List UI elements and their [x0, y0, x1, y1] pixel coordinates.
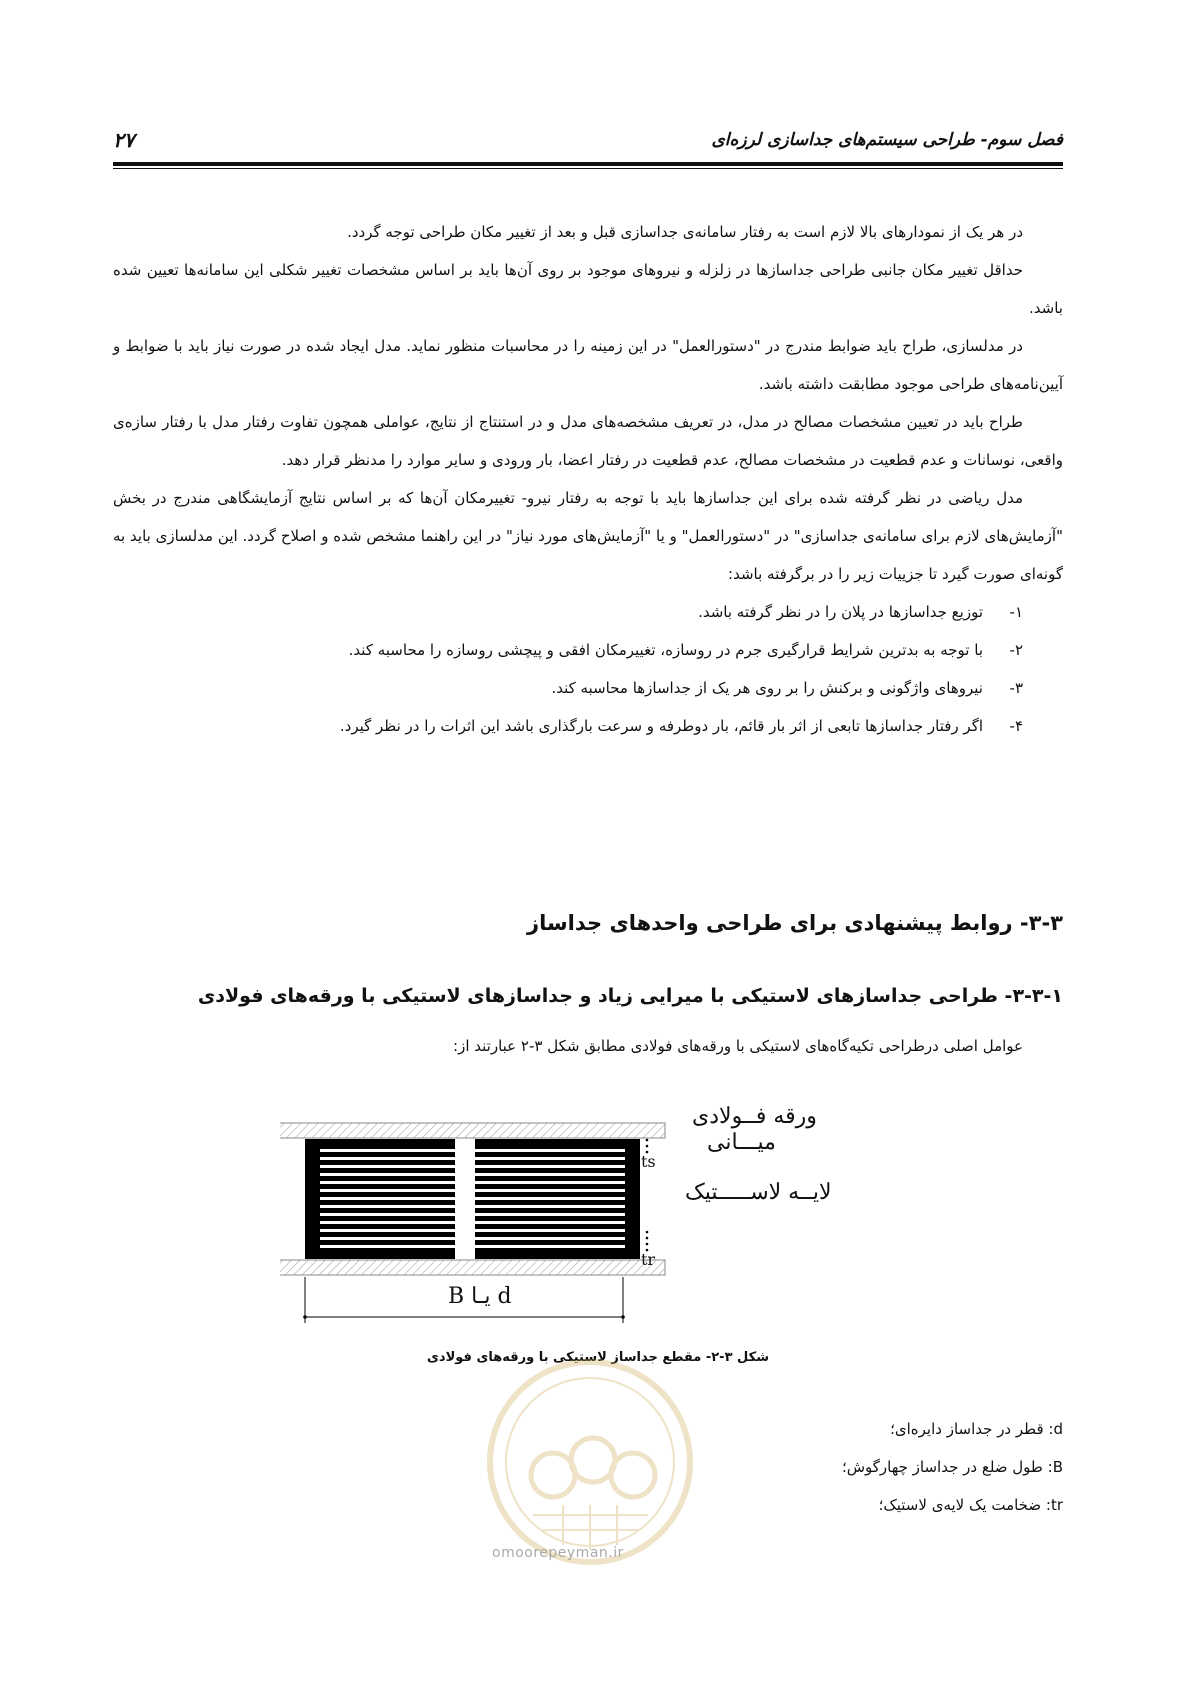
dimension-end [303, 1315, 307, 1319]
watermark-url: omoorepeyman.ir [492, 1545, 624, 1561]
steel-plate-label: ورقه فــولادی [692, 1104, 817, 1129]
page-number: ۲۷ [113, 128, 135, 152]
header-rule-thin [113, 168, 1063, 169]
list-item [113, 631, 1063, 669]
steel-plate-label-line2: میـــانی [707, 1130, 776, 1155]
body-text [113, 213, 1063, 745]
list-text: توزیع جداسازها در پلان را در نظر گرفته باشد. [698, 603, 983, 621]
paragraph: مدل ریاضی در نظر گرفته شده برای این جداسازها باید با توجه به رفتار نیرو- تغییرمکان آن‌ها که بر اساس نتایج آزمایشگاهی مندرج در بخش "آزمایش‌های لازم برای سامانه‌ی جداسازی" در "دستورالعمل" و یا "آزمایش‌های مورد نیاز" در این راهنما مشخص شده و اصلاح گردد. این مدلسازی باید به گونه‌ای صورت گیرد تا جزییات زیر را در برگرفته باشد: [113, 489, 1063, 583]
tr-label: tr [641, 1250, 656, 1269]
list-item [113, 669, 1063, 707]
definitions-list [842, 1410, 1063, 1524]
bearing-diagram [280, 1110, 920, 1330]
list-number: ۲- [1009, 641, 1023, 659]
list-number: ۴- [1009, 717, 1023, 735]
paragraph: در مدلسازی، طراح باید ضوابط مندرج در "دستورالعمل" در این زمینه را در محاسبات منظور نماید. مدل ایجاد شده در صورت نیاز باید با ضوابط و آیین‌نامه‌های طراحی موجود مطابقت داشته باشد. [113, 337, 1063, 393]
ts-label: ts [641, 1152, 656, 1171]
list-text: با توجه به بدترین شرایط قرارگیری جرم در روسازه، تغییرمکان افقی و پیچشی روسازه را محاسبه کند. [348, 641, 983, 659]
top-plate [280, 1123, 665, 1138]
numbered-list [113, 593, 1063, 745]
rubber-layer-label: لایــه لاســـــتیک [685, 1180, 832, 1205]
header-rule-thick [113, 162, 1063, 166]
list-number: ۱- [1009, 603, 1023, 621]
dimension-label: d یـا B [448, 1284, 512, 1309]
definition-item: B: طول ضلع در جداساز چهارگوش؛ [841, 1458, 1063, 1476]
definition-item: d: قطر در جداساز دایره‌ای؛ [890, 1420, 1063, 1438]
paragraph: در هر یک از نمودارهای بالا لازم است به رفتار سامانه‌ی جداسازی قبل و بعد از تغییر مکان طراحی توجه گردد. [347, 223, 1023, 241]
definition-item: tr: ضخامت یک لایه‌ی لاستیک؛ [878, 1496, 1063, 1514]
bottom-plate [280, 1260, 665, 1275]
bearing-figure [280, 1104, 920, 1330]
section-heading: ۳-۳- روابط پیشنهادی برای طراحی واحدهای جداساز [527, 911, 1063, 935]
figure-caption: شکل ۳-۲- مقطع جداساز لاستیکی با ورقه‌های فولادی [426, 1350, 769, 1365]
list-item [113, 593, 1063, 631]
list-number: ۳- [1009, 679, 1023, 697]
watermark-seal [483, 1355, 697, 1569]
dimension-end [621, 1315, 625, 1319]
chapter-title: فصل سوم- طراحی سیستم‌های جداسازی لرزه‌ای [711, 130, 1063, 150]
list-text: نیروهای واژگونی و برکنش را بر روی هر یک از جداسازها محاسبه کند. [551, 679, 983, 697]
list-text: اگر رفتار جداسازها تابعی از اثر بار قائم، بار دوطرفه و سرعت بارگذاری باشد این اثرات را در نظر گیرد. [339, 717, 983, 735]
list-item [113, 707, 1063, 745]
bearing-block-left [305, 1139, 455, 1259]
paragraph: حداقل تغییر مکان جانبی طراحی جداسازها در زلزله و نیروهای موجود بر روی آن‌ها باید بر اساس مشخصات تغییر شکلی این سامانه‌ها تعیین شده باشد. [113, 261, 1063, 317]
bearing-block-right [475, 1139, 640, 1259]
subsection-heading: ۳-۳-۱- طراحی جداسازهای لاستیکی با میرایی زیاد و جداسازهای لاستیکی با ورقه‌های فولادی [197, 985, 1063, 1007]
intro-text: عوامل اصلی درطراحی تکیه‌گاه‌های لاستیکی با ورقه‌های فولادی مطابق شکل ۳-۲ عبارتند از: [453, 1037, 1023, 1055]
paragraph: طراح باید در تعیین مشخصات مصالح در مدل، در تعریف مشخصه‌های مدل و در استنتاج از نتایج، عواملی همچون تفاوت رفتار مدل با رفتار سازه‌ی واقعی، نوسانات و عدم قطعیت در مشخصات مصالح، عدم قطعیت در رفتار اعضا، بار ورودی و سایر موارد را مدنظر قرار دهد. [113, 413, 1063, 469]
